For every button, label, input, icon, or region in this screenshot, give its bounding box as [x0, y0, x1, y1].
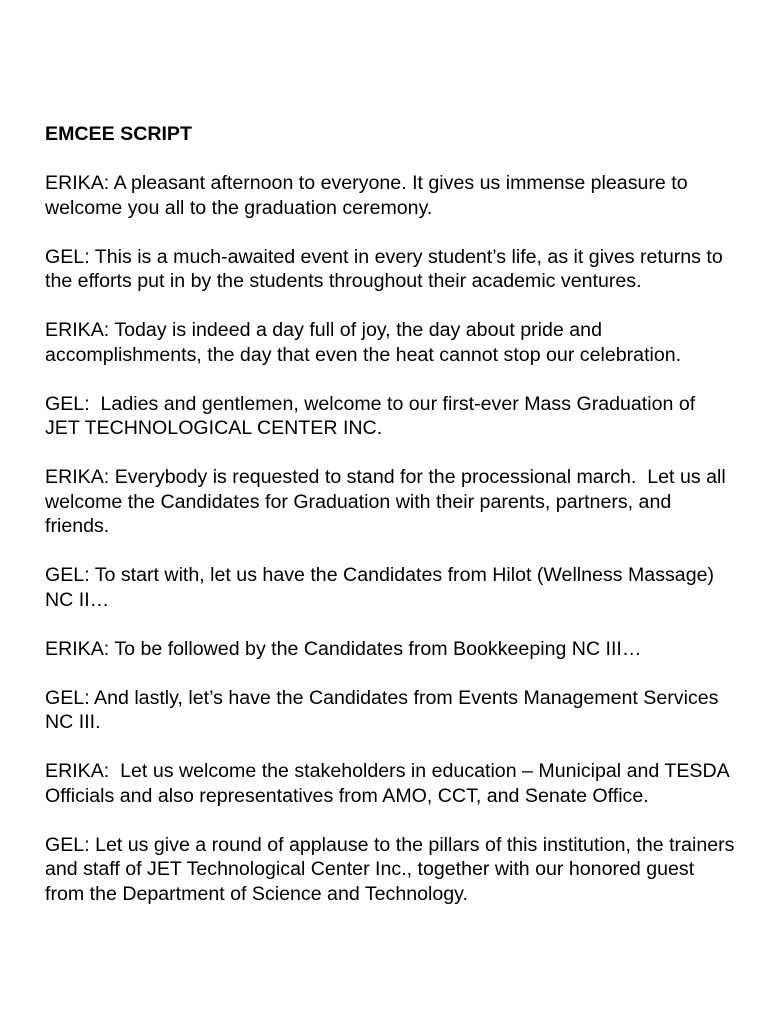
script-line-gel-ladies: GEL: Ladies and gentlemen, welcome to our first-ever Mass Graduation of JET TECHNOLOGICAL CENTER INC.	[45, 392, 701, 439]
script-line-erika-joy: ERIKA: Today is indeed a day full of joy, the day about pride and accomplishments, the day that even the heat cannot stop our celebration.	[45, 319, 682, 366]
script-line-erika-processional: ERIKA: Everybody is requested to stand for the processional march. Let us all welcome the Candidates for Graduation with their parents, partners, and friends.	[45, 466, 732, 537]
script-line-gel-event: GEL: This is a much-awaited event in every student’s life, as it gives returns to the efforts put in by the students throughout their academic ventures.	[45, 245, 729, 292]
script-line-erika-stakeholders: ERIKA: Let us welcome the stakeholders in education – Municipal and TESDA Officials and also representatives from AMO, CCT, and Senate Office.	[45, 760, 735, 807]
script-body	[45, 122, 740, 931]
script-line-gel-events: GEL: And lastly, let’s have the Candidates from Events Management Services NC III.	[45, 686, 724, 733]
script-line-gel-applause: GEL: Let us give a round of applause to the pillars of this institution, the trainers and staff of JET Technological Center Inc., together with our honored guest from the Department of Science and Technology.	[45, 833, 740, 905]
document-title: EMCEE SCRIPT	[45, 123, 192, 145]
script-line-gel-hilot: GEL: To start with, let us have the Candidates from Hilot (Wellness Massage) NC II…	[45, 564, 720, 611]
script-line-erika-bookkeeping: ERIKA: To be followed by the Candidates from Bookkeeping NC III…	[45, 637, 642, 660]
script-line-erika-welcome: ERIKA: A pleasant afternoon to everyone. It gives us immense pleasure to welcome you all to the graduation ceremony.	[45, 172, 694, 219]
